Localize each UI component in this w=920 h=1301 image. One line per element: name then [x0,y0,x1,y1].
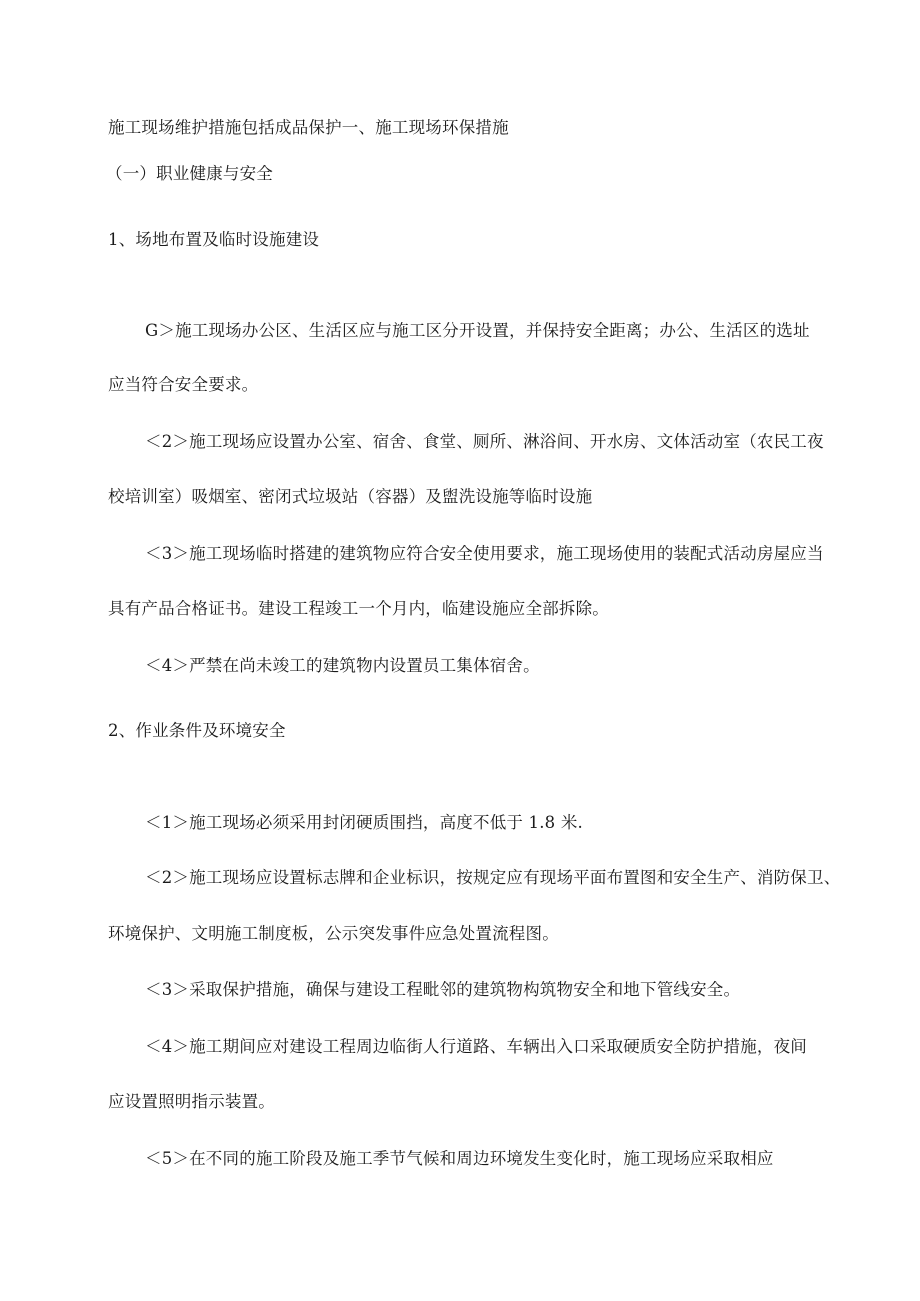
document-title: 施工现场维护措施包括成品保护一、施工现场环保措施 [108,118,509,137]
sub1-item2-line2: 校培训室）吸烟室、密闭式垃圾站（容器）及盥洗设施等临时设施 [108,487,593,506]
section-heading: （一）职业健康与安全 [106,164,273,183]
sub1-item4-line1: ＜4＞严禁在尚未竣工的建筑物内设置员工集体宿舍。 [145,656,540,675]
sub1-item3-line1: ＜3＞施工现场临时搭建的建筑物应符合安全使用要求，施工现场使用的装配式活动房屋应当 [145,544,824,563]
sub1-item3-line2: 具有产品合格证书。建设工程竣工一个月内，临建设施应全部拆除。 [108,599,609,618]
sub1-item1-line1: G＞施工现场办公区、生活区应与施工区分开设置，并保持安全距离；办公、生活区的选址 [145,321,810,340]
subsection-2-heading: 2、作业条件及环境安全 [108,721,286,740]
sub2-item5-line1: ＜5＞在不同的施工阶段及施工季节气候和周边环境发生变化时，施工现场应采取相应 [145,1149,774,1168]
sub2-item2-line2: 环境保护、文明施工制度板，公示突发事件应急处置流程图。 [108,924,559,943]
sub2-item4-line1: ＜4＞施工期间应对建设工程周边临街人行道路、车辆出入口采取硬质安全防护措施，夜间 [145,1037,807,1056]
sub2-item1-line1: ＜1＞施工现场必须采用封闭硬质围挡，高度不低于 1.8 米. [145,813,583,832]
sub1-item1-line2: 应当符合安全要求。 [108,375,259,394]
subsection-1-heading: 1、场地布置及临时设施建设 [108,230,320,249]
sub2-item3-line1: ＜3＞采取保护措施，确保与建设工程毗邻的建筑物构筑物安全和地下管线安全。 [145,980,741,999]
sub1-item2-line1: ＜2＞施工现场应设置办公室、宿舍、食堂、厕所、淋浴间、开水房、文体活动室（农民工夜 [145,432,824,451]
sub2-item2-line1: ＜2＞施工现场应设置标志牌和企业标识，按规定应有现场平面布置图和安全生产、消防保卫、 [145,868,841,887]
sub2-item4-line2: 应设置照明指示装置。 [108,1092,275,1111]
